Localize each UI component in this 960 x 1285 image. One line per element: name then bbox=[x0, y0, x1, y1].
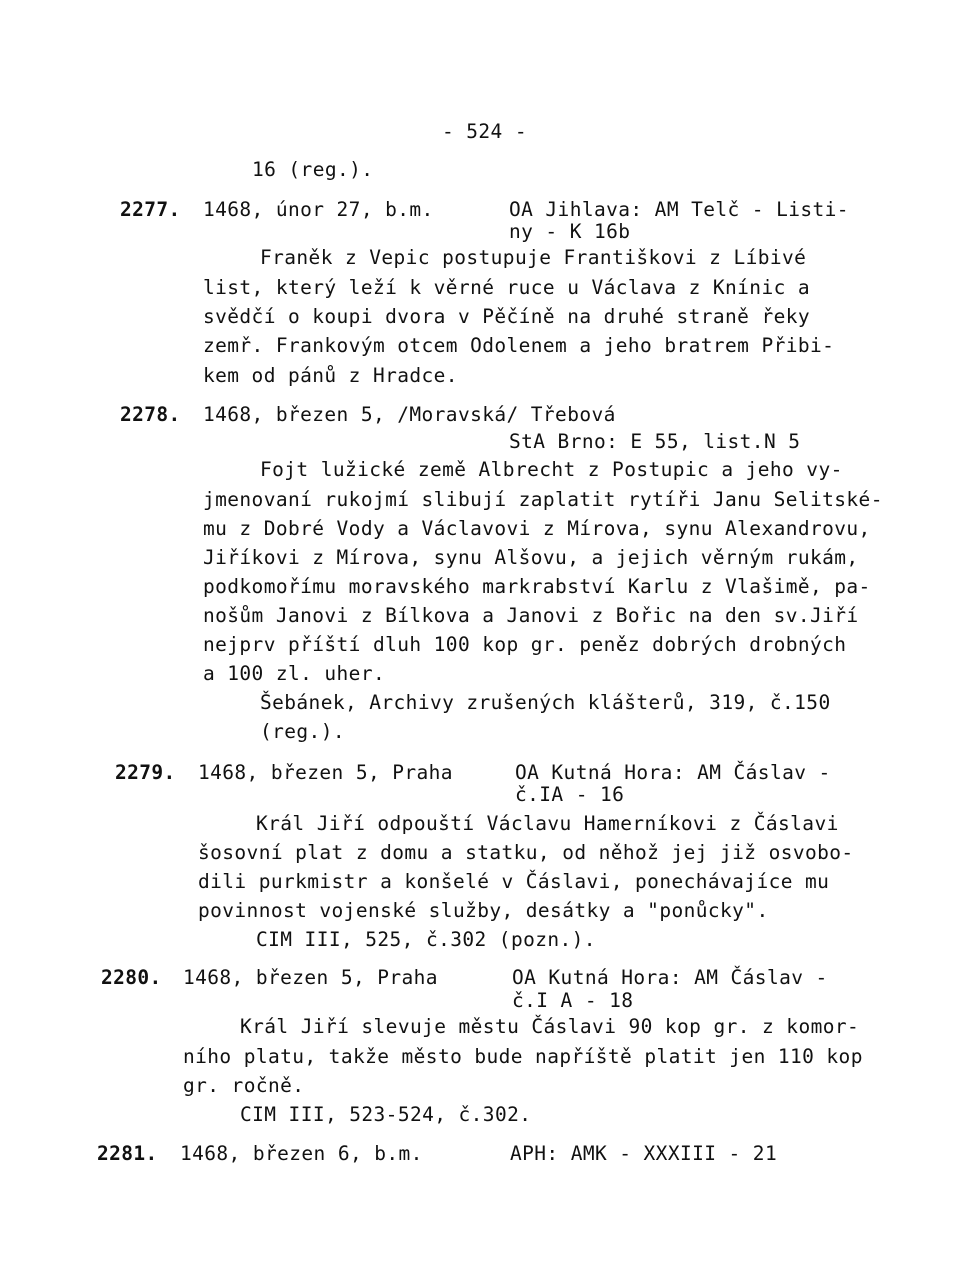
archive-signature: OA Kutná Hora: AM Čáslav - bbox=[512, 966, 828, 989]
archive-signature: StA Brno: E 55, list.N 5 bbox=[509, 430, 801, 453]
entry-text-line: mu z Dobré Vody a Václavovi z Mírova, synu Alexandrovu, bbox=[203, 517, 871, 540]
entry-date: 1468, březen 6, b.m. bbox=[180, 1142, 423, 1165]
entry-text-line: Fojt lužické země Albrecht z Postupic a jeho vy- bbox=[260, 458, 843, 481]
entry-number: 2281. bbox=[97, 1142, 158, 1165]
entry-text-line: podkomořímu moravského markrabství Karlu z Vlašimě, pa- bbox=[203, 575, 871, 598]
bibliographic-reference: Šebánek, Archivy zrušených klášterů, 319, č.150 bbox=[260, 691, 831, 714]
entry-text-line: Jiříkovi z Mírova, synu Alšovu, a jejich věrným rukám, bbox=[203, 546, 859, 569]
entry-text-line: dili purkmistr a konšelé v Čáslavi, ponechávajíce mu bbox=[198, 870, 830, 893]
entry-text-line: ního platu, takže město bude napříště platit jen 110 kop bbox=[183, 1045, 863, 1068]
entry-number: 2279. bbox=[115, 761, 176, 784]
archive-signature: ny - K 16b bbox=[509, 220, 631, 243]
archive-signature: č.IA - 16 bbox=[515, 783, 625, 806]
entry-number: 2280. bbox=[101, 966, 162, 989]
entry-number: 2277. bbox=[120, 198, 181, 221]
entry-text-line: kem od pánů z Hradce. bbox=[203, 364, 458, 387]
entry-number: 2278. bbox=[120, 403, 181, 426]
entry-text-line: zemř. Frankovým otcem Odolenem a jeho bratrem Přibi- bbox=[203, 334, 835, 357]
entry-text-line: a 100 zl. uher. bbox=[203, 662, 386, 685]
entry-text-line: šosovní plat z domu a statku, od něhož jej již osvobo- bbox=[198, 841, 854, 864]
entry-text-line: Franěk z Vepic postupuje Františkovi z Líbivé bbox=[260, 246, 807, 269]
archive-signature: OA Jihlava: AM Telč - Listi- bbox=[509, 198, 849, 221]
entry-text-line: nošům Janovi z Bílkova a Janovi z Bořic na den sv.Jiří bbox=[203, 604, 859, 627]
archive-signature: č.I A - 18 bbox=[512, 989, 634, 1012]
entry-text-line: nejprv příští dluh 100 kop gr. peněz dobrých drobných bbox=[203, 633, 847, 656]
archive-signature: APH: AMK - XXXIII - 21 bbox=[510, 1142, 778, 1165]
entry-text-line: Král Jiří odpouští Václavu Hamerníkovi z Čáslavi bbox=[256, 812, 839, 835]
page-number: - 524 - bbox=[442, 120, 527, 143]
entry-date: 1468, březen 5, Praha bbox=[183, 966, 438, 989]
entry-text-line: povinnost vojenské služby, desátky a "ponůcky". bbox=[198, 899, 769, 922]
entry-text-line: jmenovaní rukojmí slibují zaplatit rytíři Janu Selitské- bbox=[203, 488, 883, 511]
bibliographic-reference: (reg.). bbox=[260, 720, 345, 743]
entry-date: 1468, březen 5, Praha bbox=[198, 761, 453, 784]
previous-entry-tail: 16 (reg.). bbox=[252, 158, 374, 181]
entry-text-line: svědčí o koupi dvora v Pěčíně na druhé straně řeky bbox=[203, 305, 810, 328]
entry-text-line: gr. ročně. bbox=[183, 1074, 305, 1097]
bibliographic-reference: CIM III, 525, č.302 (pozn.). bbox=[256, 928, 596, 951]
entry-date: 1468, únor 27, b.m. bbox=[203, 198, 434, 221]
bibliographic-reference: CIM III, 523-524, č.302. bbox=[240, 1103, 532, 1126]
archive-signature: OA Kutná Hora: AM Čáslav - bbox=[515, 761, 831, 784]
entry-date: 1468, březen 5, /Moravská/ Třebová bbox=[203, 403, 616, 426]
entry-text-line: Král Jiří slevuje městu Čáslavi 90 kop gr. z komor- bbox=[240, 1015, 860, 1038]
entry-text-line: list, který leží k věrné ruce u Václava z Knínic a bbox=[203, 276, 810, 299]
